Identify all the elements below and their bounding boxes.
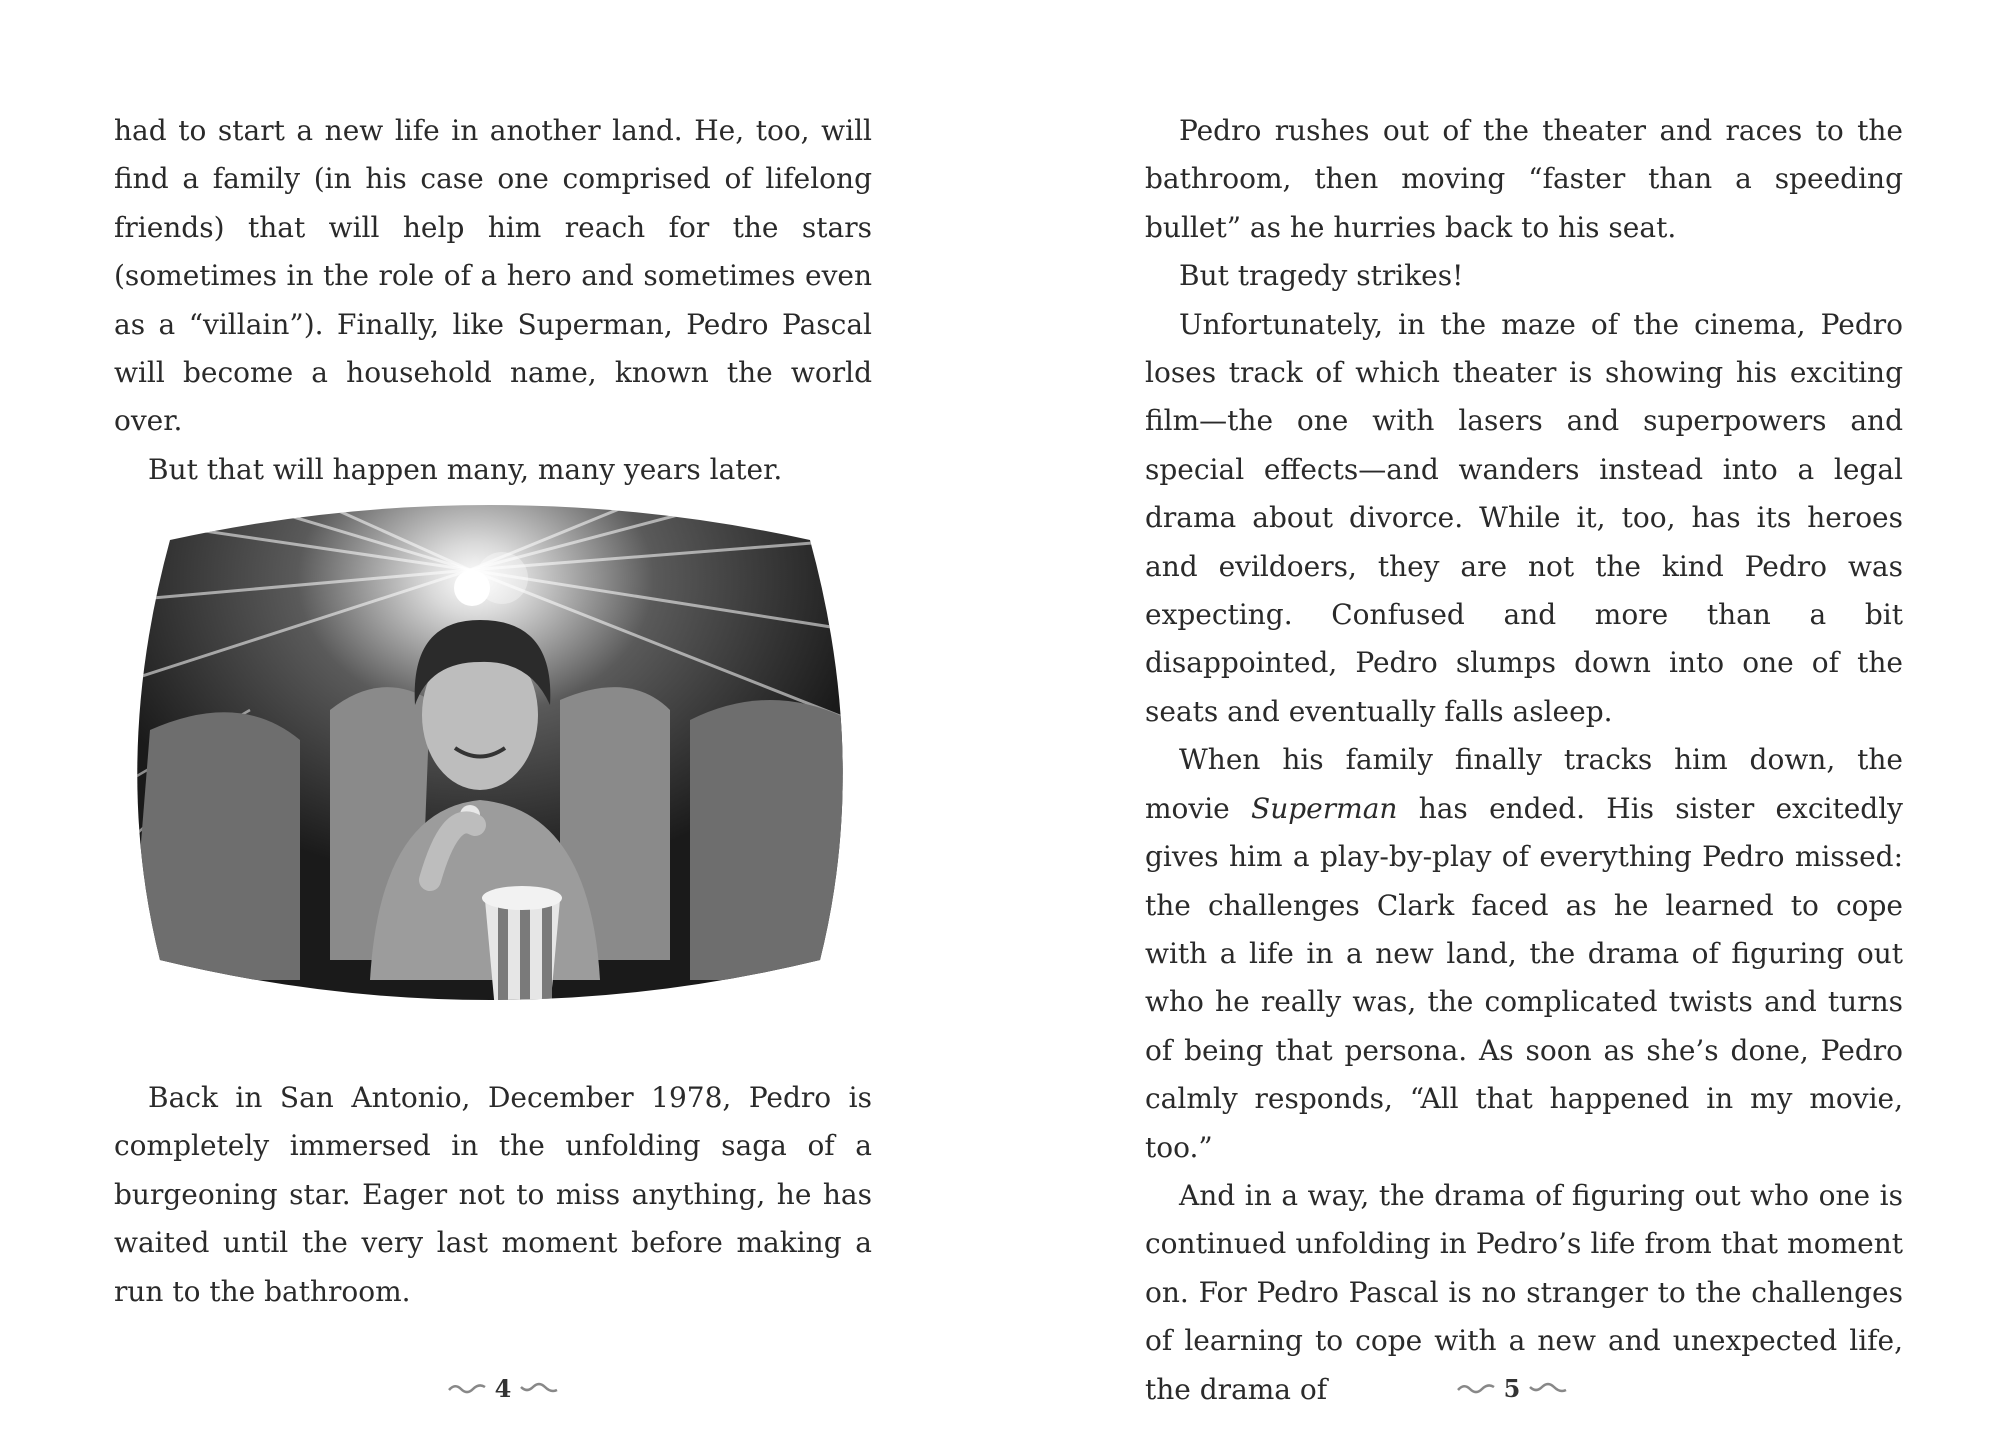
paragraph: But that will happen many, many years later.	[148, 452, 783, 486]
page-number-text: 5	[1503, 1373, 1521, 1403]
text-run: has ended. His sister excitedly gives him a play-by-play of everything Pedro missed: the challenges Clark faced as he learned to cope with a life in a new land, the drama of figuring out who he really was, the complicated twists and turns of being that persona. As soon as she’s done, Pedro calmly responds, “All that happened in my movie, too.”	[1145, 791, 1904, 1164]
paragraph: had to start a new life in another land. He, too, will find a family (in his case one comprised of lifelong friends) that will help him reach for the stars (sometimes in the role of a hero and sometimes even as a “villain”). Finally, like Superman, Pedro Pascal will become a household name, known the world over.	[114, 114, 872, 438]
movie-title: Superman	[1251, 791, 1398, 825]
paragraph	[1145, 736, 1903, 1172]
paragraph: And in a way, the drama of figuring out who one is continued unfolding in Pedro’s life from that moment on. For Pedro Pascal is no stranger to the challenges of learning to cope with a new and unexpected life, the drama of	[1145, 1178, 1903, 1406]
text-run: When his family finally tracks him down, the movie	[1145, 743, 1903, 825]
page-number-text: 4	[494, 1373, 512, 1403]
paragraph: Unfortunately, in the maze of the cinema, Pedro loses track of which theater is showing his exciting film—the one with lasers and superpowers and special effects—and wanders instead into a legal drama about divorce. While it, too, has its heroes and evildoers, they are not the kind Pedro was expecting. Confused and more than a bit disappointed, Pedro slumps down into one of the seats and eventually falls asleep.	[1145, 307, 1903, 728]
flourish-left-icon	[1456, 1381, 1498, 1395]
paragraph: But tragedy strikes!	[1179, 259, 1464, 293]
flourish-right-icon	[1526, 1381, 1568, 1395]
page-number-left	[403, 1370, 603, 1406]
left-text-top	[114, 107, 872, 494]
left-text-bottom	[114, 1074, 872, 1316]
flourish-left-icon	[447, 1381, 489, 1395]
paragraph: Back in San Antonio, December 1978, Pedro is completely immersed in the unfolding saga of a burgeoning star. Eager not to miss anything, he has waited until the very last moment before making a run to the bathroom.	[114, 1081, 872, 1308]
right-text	[1145, 107, 1903, 1414]
page-number-right	[1412, 1370, 1612, 1406]
right-page	[1000, 0, 2000, 1454]
cinema-boy-illustration	[130, 480, 850, 1030]
paragraph: Pedro rushes out of the theater and races to the bathroom, then moving “faster than a speeding bullet” as he hurries back to his seat.	[1145, 114, 1903, 244]
flourish-right-icon	[517, 1381, 559, 1395]
